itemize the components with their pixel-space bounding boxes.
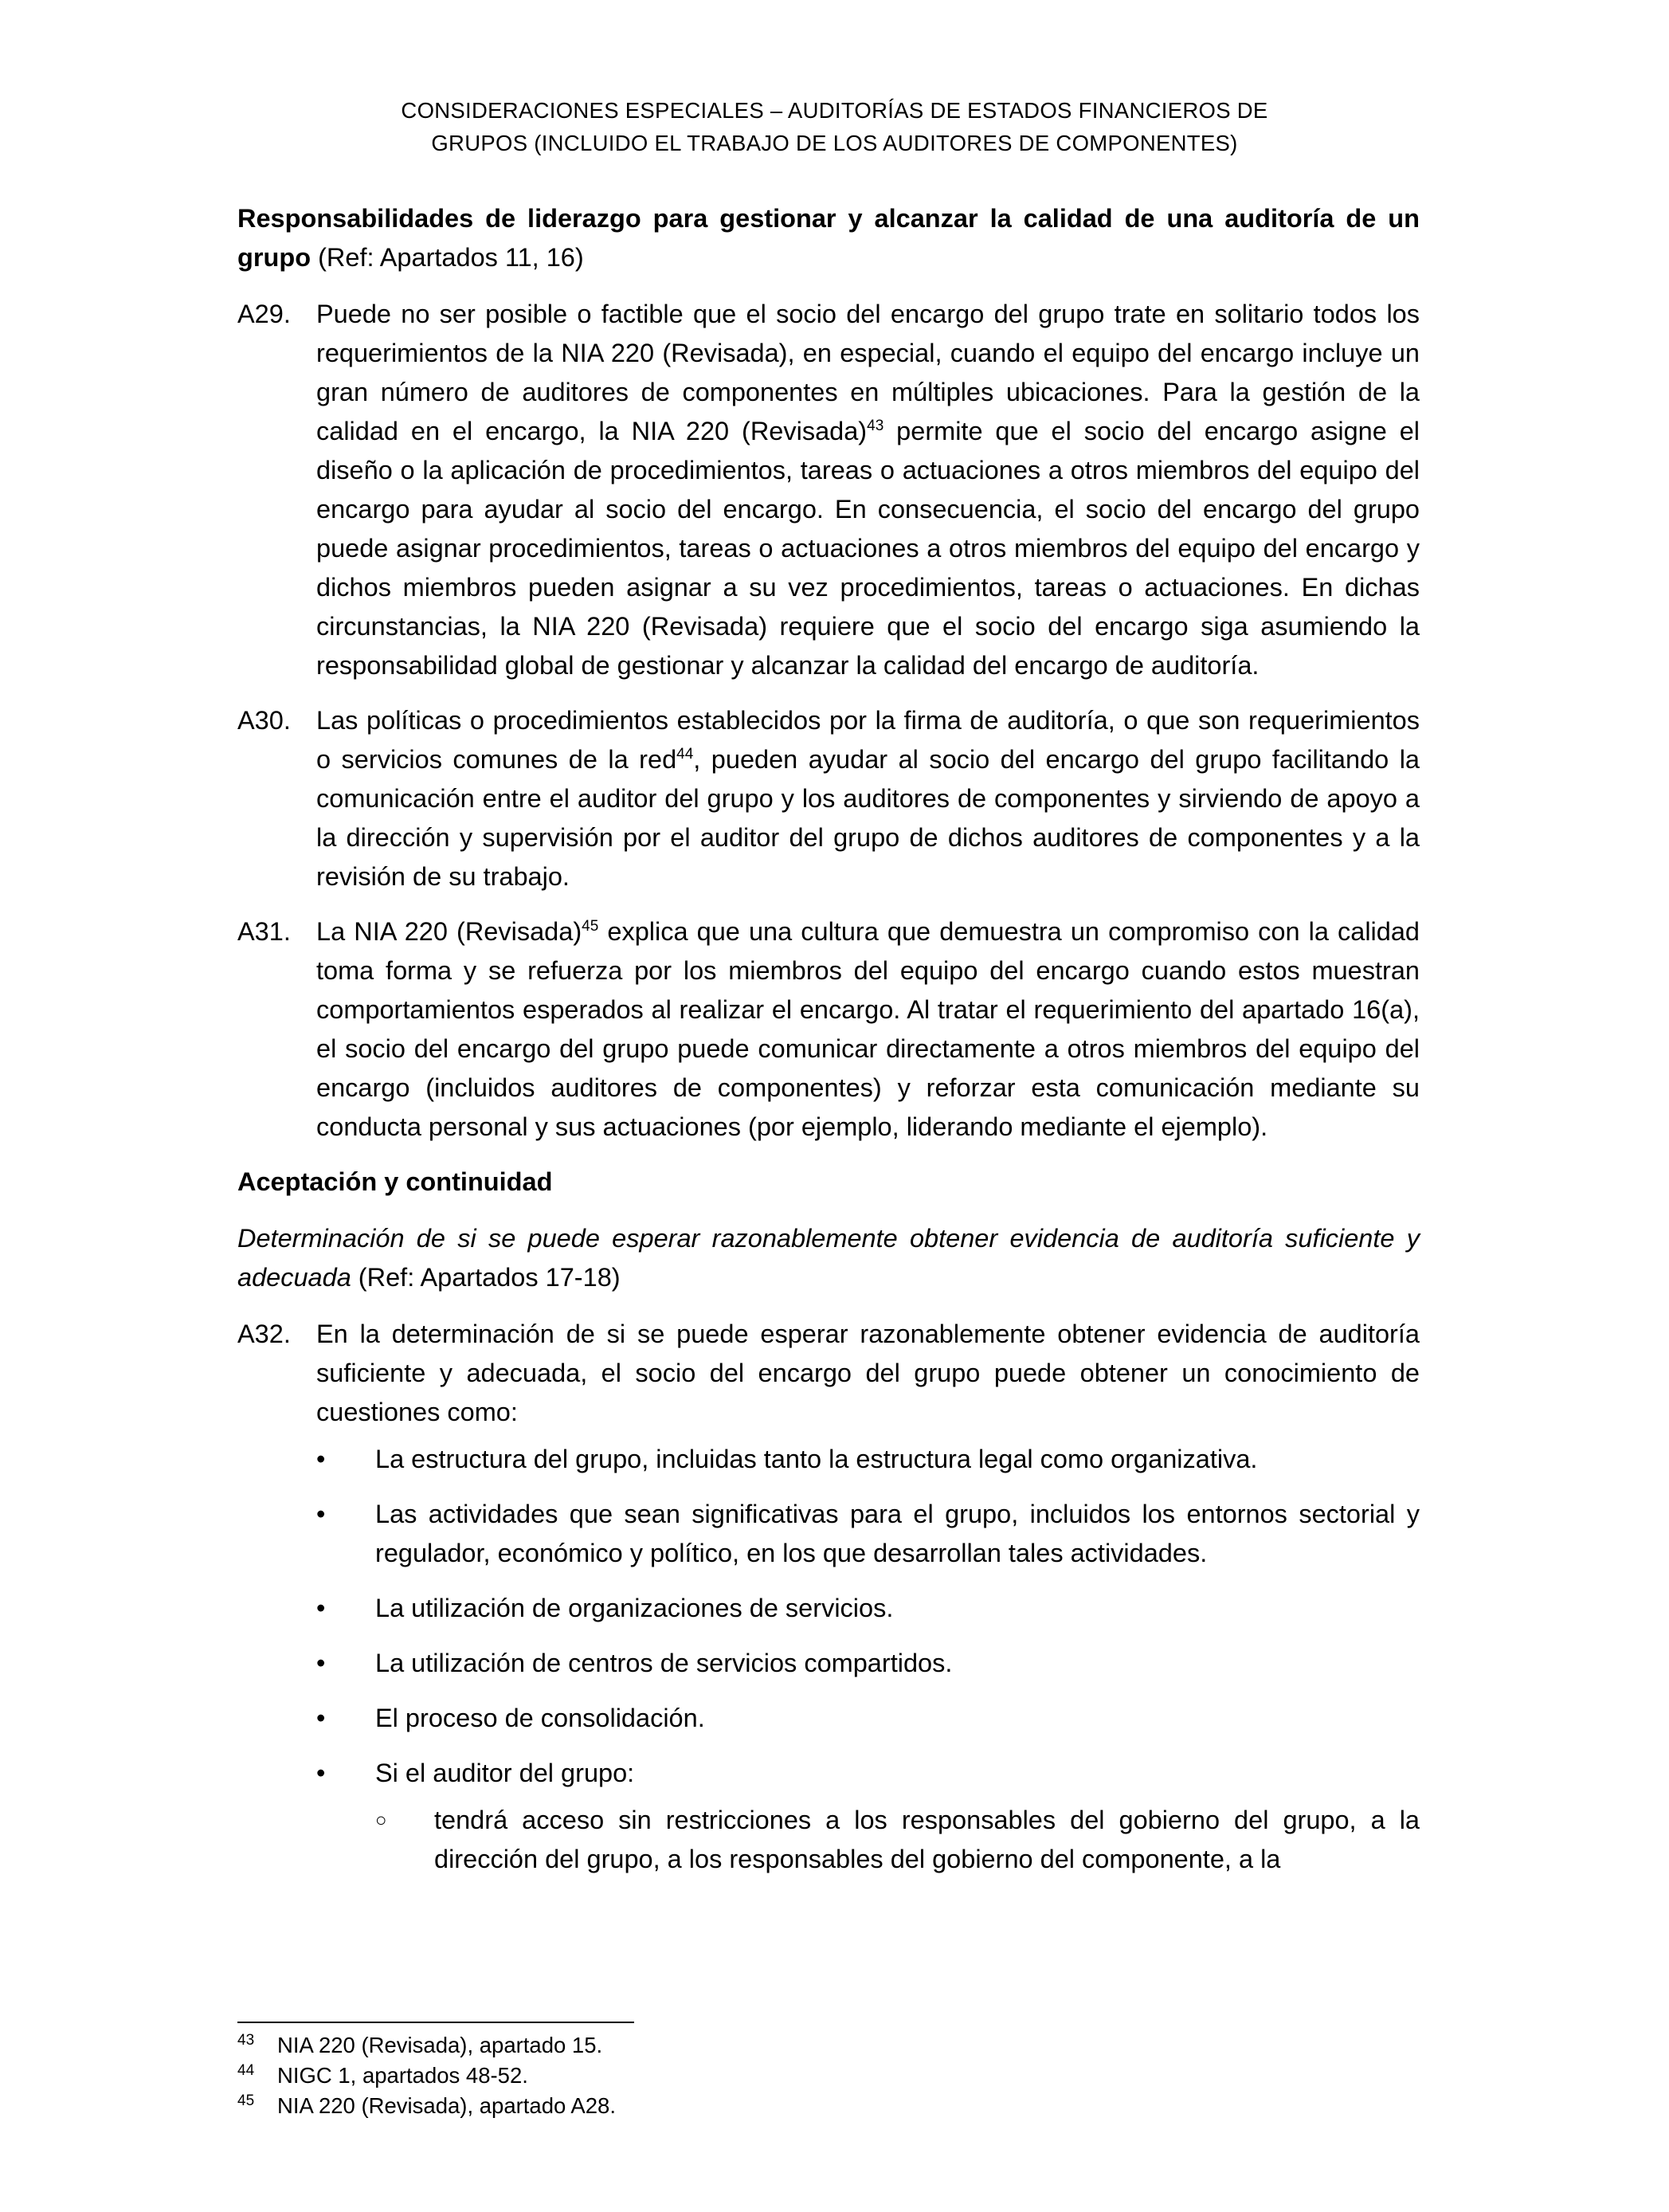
paragraph-text [316,295,1420,685]
subsection-heading [237,1219,1420,1297]
paragraph-body [316,1315,1420,1895]
bullet-list [316,1440,1420,1879]
page-header [0,94,1669,159]
section-heading-leadership [237,199,1420,277]
list-item-text: La utilización de organizaciones de servicios. [375,1594,894,1622]
bullet-marker: • [316,1649,326,1677]
paragraph-number: A31. [237,917,291,946]
footnote-number: 45 [237,2092,255,2109]
paragraph-text-part: explica que una cultura que demuestra un compromiso con la calidad toma forma y se refuerza por los miembros del equipo del encargo cuando estos muestran comportamientos esperados al realizar el encargo. Al tratar el requerimiento del apartado 16(a), el socio del encargo del grupo puede comunicar directamente a otros miembros del equipo del encargo (incluidos auditores de componentes) y reforzar esta comunicación mediante su conducta personal y sus actuaciones (por ejemplo, liderando mediante el ejemplo). [316,917,1420,1141]
footnote-43 [237,2030,1420,2061]
circle-bullet-marker: ○ [375,1810,387,1831]
paragraph-text-part: Puede no ser posible o factible que el socio del encargo del grupo trate en solitario todos los requerimientos de la NIA 220 (Revisada), en especial, cuando el equipo del encargo incluye un gran número de auditores de componentes en múltiples ubicaciones. Para la gestión de la calidad en el encargo, la NIA 220 (Revisada) [316,300,1420,445]
list-item-text: El proceso de consolidación. [375,1704,705,1732]
footnote-separator [237,2022,634,2023]
footnote-ref: 44 [676,746,694,763]
paragraph-text-part: , pueden ayudar al socio del encargo del grupo facilitando la comunicación entre el auditor del grupo y los auditores de componentes y sirviendo de apoyo a la dirección y supervisión por el auditor del grupo de dichos auditores de componentes y a la revisión de su trabajo. [316,745,1420,891]
paragraph-a31 [237,912,1420,1147]
sub-list-item-text: tendrá acceso sin restricciones a los responsables del gobierno del grupo, a la dirección del grupo, a los responsables del gobierno del componente, a la [434,1806,1420,1873]
paragraph-text-part: permite que el socio del encargo asigne el diseño o la aplicación de procedimientos, tareas o actuaciones a otros miembros del equipo del encargo para ayudar al socio del encargo. En consecuencia, el socio del encargo del grupo puede asignar procedimientos, tareas o actuaciones a otros miembros del equipo del encargo y dichos miembros pueden asignar a su vez procedimientos, tareas o actuaciones. En dichas circunstancias, la NIA 220 (Revisada) requiere que el socio del encargo siga asumiendo la responsabilidad global de gestionar y alcanzar la calidad del encargo de auditoría. [316,417,1420,680]
footnote-text: NIA 220 (Revisada), apartado 15. [277,2033,603,2057]
footnote-45 [237,2091,1420,2121]
footnote-text: NIGC 1, apartados 48-52. [277,2063,528,2088]
header-line-1: CONSIDERACIONES ESPECIALES – AUDITORÍAS DE ESTADOS FINANCIEROS DE [401,98,1268,123]
list-item [316,1754,1420,1879]
paragraph-number: A29. [237,300,291,328]
page-content [237,199,1420,1911]
sub-list-item [375,1801,1420,1879]
footnote-number: 43 [237,2032,255,2049]
paragraph-a30 [237,701,1420,896]
list-item-text: La estructura del grupo, incluidas tanto la estructura legal como organizativa. [375,1445,1258,1473]
bullet-marker: • [316,1445,326,1473]
subsection-heading-ref: (Ref: Apartados 17-18) [351,1263,621,1292]
list-item [316,1495,1420,1573]
paragraph-text [316,701,1420,896]
bullet-marker: • [316,1704,326,1732]
sub-bullet-list [375,1801,1420,1879]
list-item [316,1589,1420,1628]
footnote-44 [237,2061,1420,2091]
section-heading-acceptance: Aceptación y continuidad [237,1167,553,1196]
list-item [316,1644,1420,1683]
list-item [316,1440,1420,1479]
footnote-number: 44 [237,2062,255,2079]
subsection-heading-text: Determinación de si se puede esperar razonablemente obtener evidencia de auditoría suficiente y adecuada [237,1224,1420,1292]
paragraph-text-part: Las políticas o procedimientos establecidos por la firma de auditoría, o que son requerimientos o servicios comunes de la red [316,706,1420,774]
list-item-body [375,1754,1420,1879]
header-line-2: GRUPOS (INCLUIDO EL TRABAJO DE LOS AUDITORES DE COMPONENTES) [431,131,1238,155]
footnotes [237,2030,1420,2121]
bullet-marker: • [316,1759,326,1787]
list-item-text: Si el auditor del grupo: [375,1759,635,1787]
paragraph-a32 [237,1315,1420,1895]
list-item-text: La utilización de centros de servicios compartidos. [375,1649,953,1677]
paragraph-text: En la determinación de si se puede esperar razonablemente obtener evidencia de auditoría suficiente y adecuada, el socio del encargo del grupo puede obtener un conocimiento de cuestiones como: [316,1320,1420,1426]
list-item-text: Las actividades que sean significativas para el grupo, incluidos los entornos sectorial y regulador, económico y político, en los que desarrollan tales actividades. [375,1500,1420,1567]
list-item [316,1699,1420,1738]
bullet-marker: • [316,1594,326,1622]
footnote-ref: 45 [582,918,599,935]
section-heading-text: Responsabilidades de liderazgo para gestionar y alcanzar la calidad de una auditoría de un grupo [237,204,1420,272]
paragraph-number: A30. [237,706,291,735]
section-heading-ref: (Ref: Apartados 11, 16) [311,243,584,272]
footnote-ref: 43 [867,418,884,435]
paragraph-text [316,912,1420,1147]
bullet-marker: • [316,1500,326,1528]
paragraph-a29 [237,295,1420,685]
paragraph-number: A32. [237,1320,291,1348]
footnote-text: NIA 220 (Revisada), apartado A28. [277,2093,616,2118]
paragraph-text-part: La NIA 220 (Revisada) [316,917,582,946]
